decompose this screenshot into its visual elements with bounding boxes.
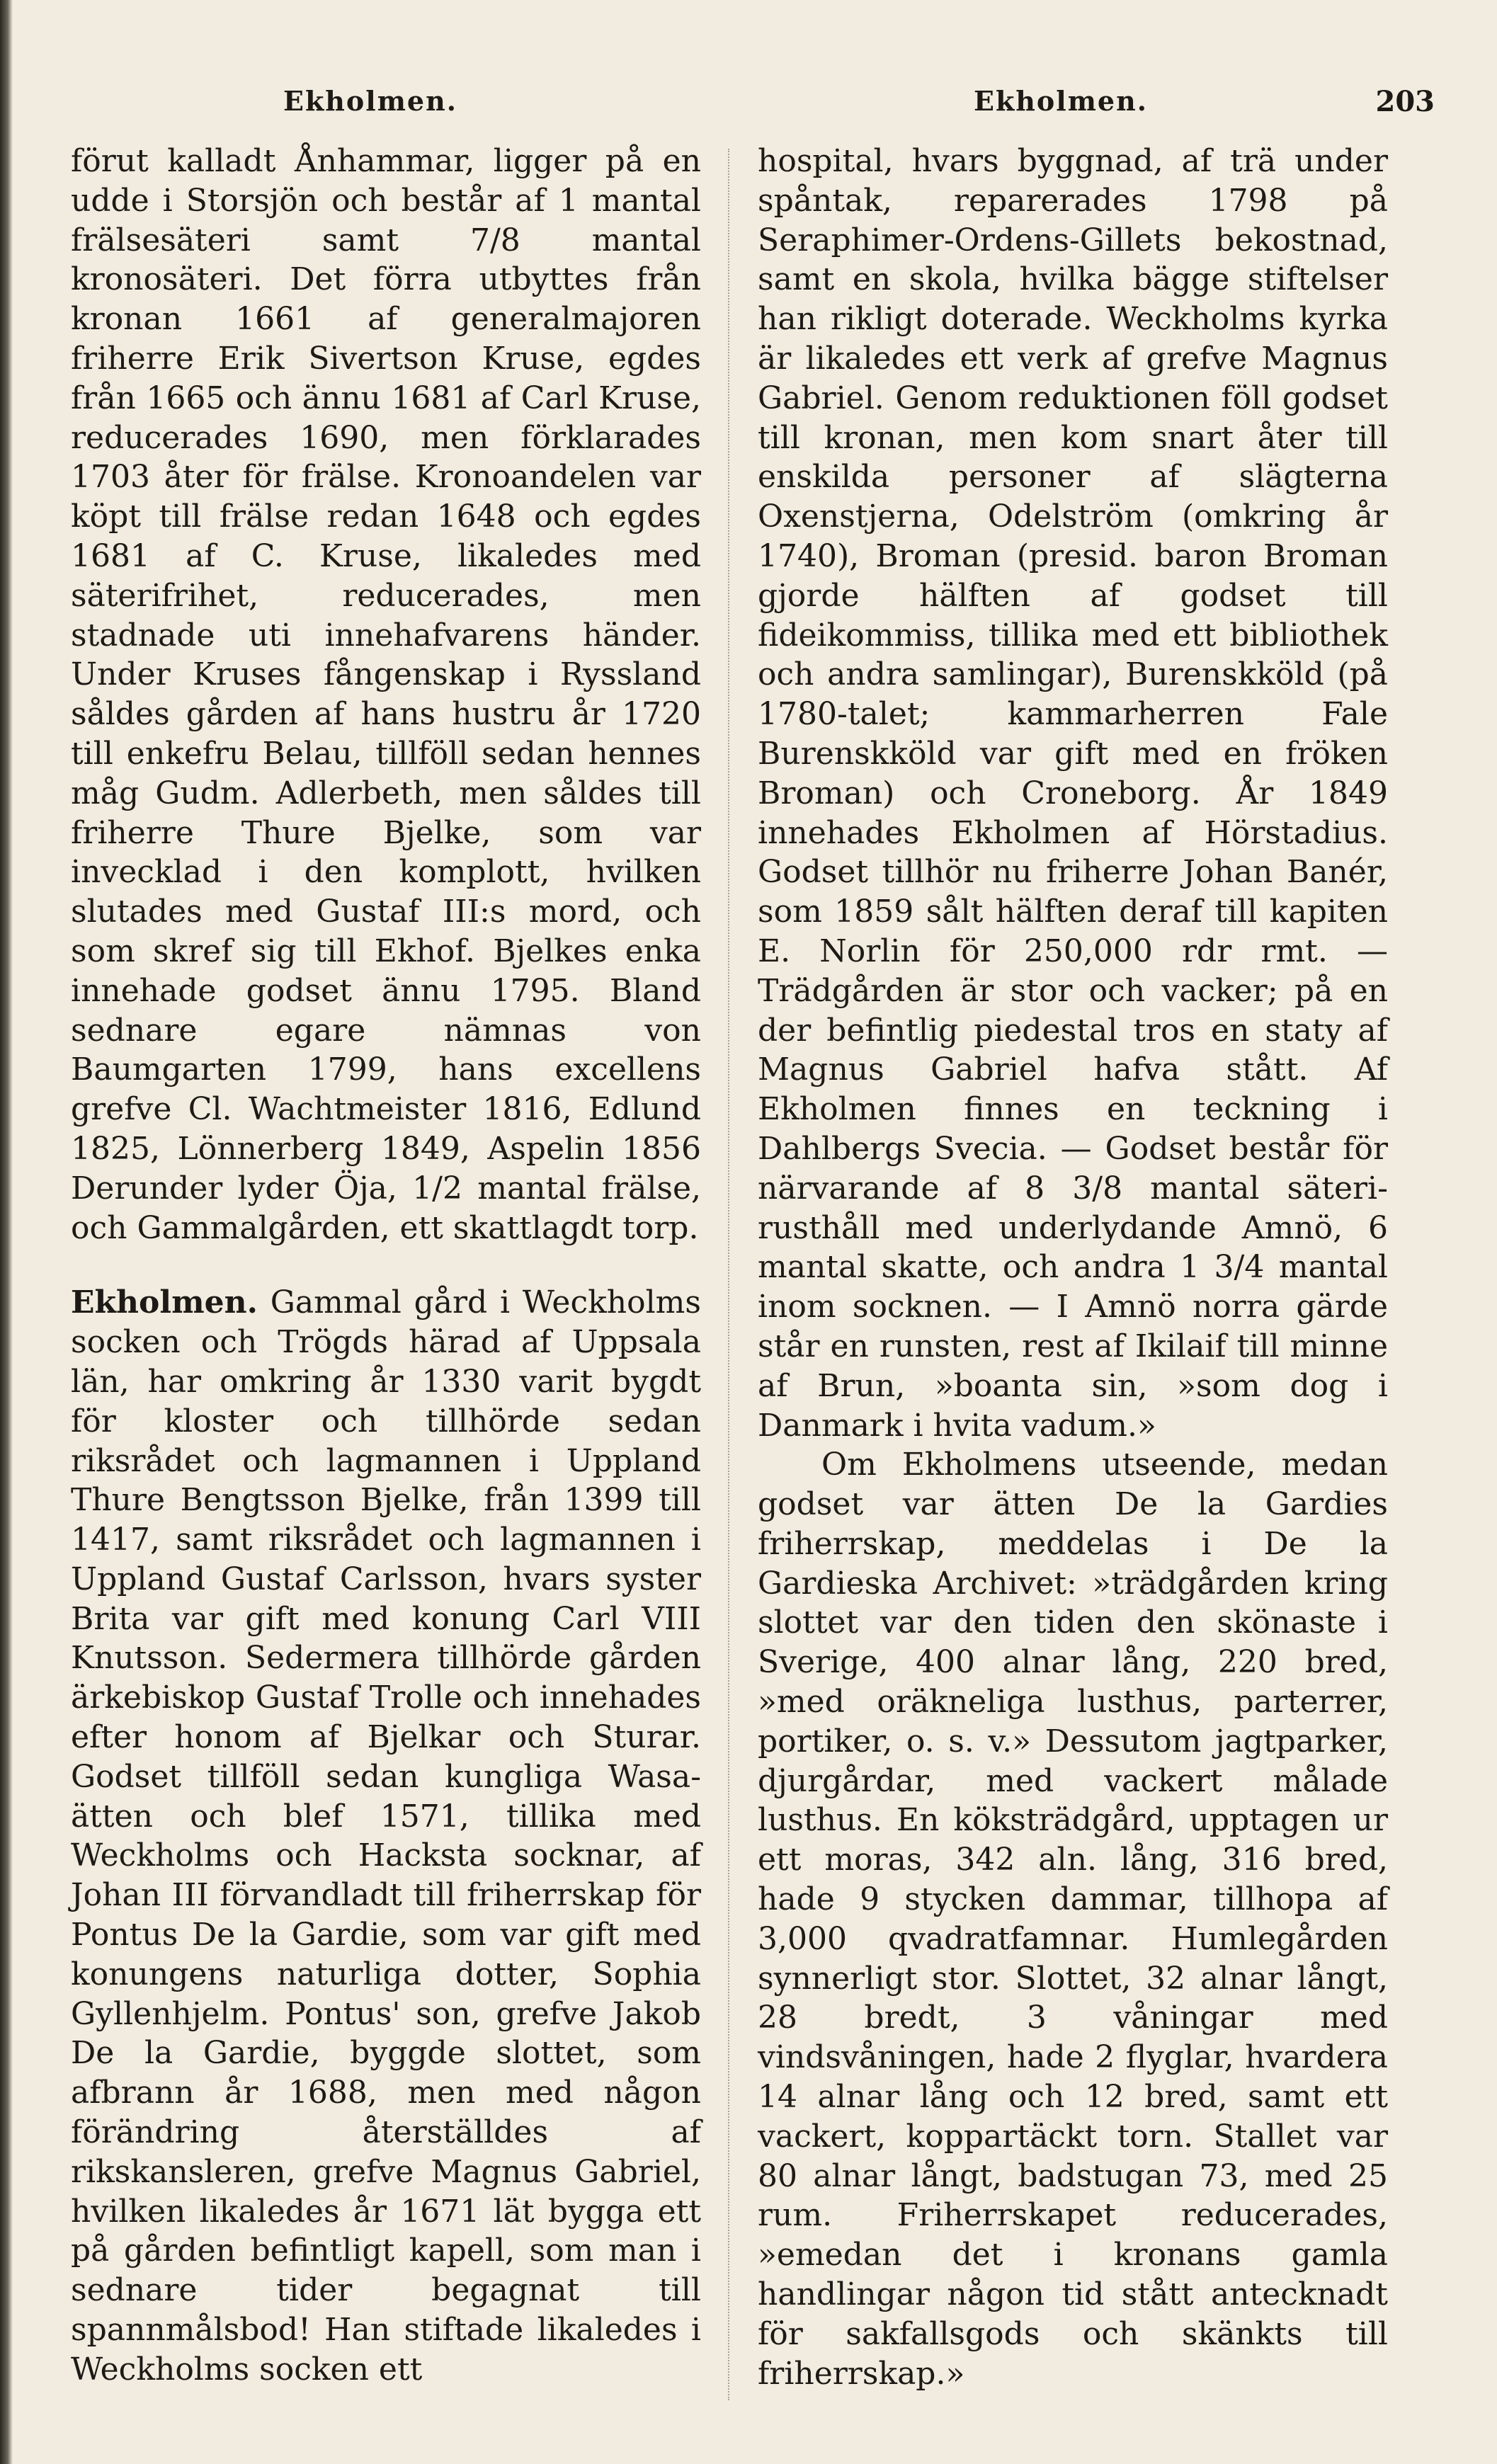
right-paragraph-2: Om Ekholmens utseende, medan godset var ätten De la Gardies friherrskap, meddelas i De la Gardieska Archivet: »trädgården kring slottet var den tiden den skönaste i Sverige, 400 alnar lång, 220 bred, »med oräkneliga lusthus, parterrer, portiker, o. s. v.» Dessutom jagtparker, djurgårdar, med vackert målade lusthus. En köksträdgård, upptagen ur ett moras, 342 aln. lång, 316 bred, hade 9 stycken dammar, tillhopa af 3,000 qvadratfamnar. Humlegården synnerligt stor. Slottet, 32 alnar långt, 28 bredt, 3 våningar med vindsvåningen, hade 2 flyglar, hvardera 14 alnar lång och 12 bred, samt ett vackert, koppartäckt torn. Stallet var 80 alnar långt, badstugan 73, med 25 rum. Friherrskapet reducerades, »emedan det i kronans gamla handlingar någon tid stått antecknadt för sakfallsgods och skänkts till friherrskap.» [758, 1447, 1388, 2392]
running-head-right: Ekholmen. [974, 85, 1148, 117]
book-page [71, 85, 1459, 2436]
left-column [71, 142, 701, 2390]
entry-paragraph [71, 1283, 701, 2389]
book-binding-shadow [0, 0, 13, 2464]
column-divider [728, 149, 729, 2400]
running-head-left: Ekholmen. [283, 85, 457, 117]
right-column [758, 142, 1388, 2393]
right-paragraph-1: hospital, hvars byggnad, af trä under spåntak, reparerades 1798 på Seraphimer-Ordens-Gillets bekostnad, samt en skola, hvilka bägge stiftelser han rikligt doterade. Weckholms kyrka är likaledes ett verk af grefve Magnus Gabriel. Genom reduktionen föll godset till kronan, men kom snart åter till enskilda personer af slägterna Oxenstjerna, Odelström (omkring år 1740), Broman (presid. baron Broman gjorde hälften af godset till fideikommiss, tillika med ett bibliothek och andra samlingar), Burenskköld (på 1780-talet; kammarherren Fale Burenskköld var gift med en fröken Broman) och Croneborg. År 1849 innehades Ekholmen af Hörstadius. Godset tillhör nu friherre Johan Banér, som 1859 sålt hälften deraf till kapiten E. Norlin för 250,000 rdr rmt. — Trädgården är stor och vacker; på en der befintlig piedestal tros en staty af Magnus Gabriel hafva stått. Af Ekholmen finnes en teckning i Dahlbergs Svecia. — Godset består för närvarande af 8 3/8 mantal säteri-rusthåll med underlydande Amnö, 6 mantal skatte, och andra 1 3/4 mantal inom socknen. — I Amnö norra gärde står en runsten, rest af Ikilaif till minne af Brun, »boanta sin, »som dog i Danmark i hvita vadum.» [758, 143, 1388, 1444]
entry-gap [71, 1248, 701, 1283]
page-number: 203 [1375, 85, 1435, 118]
entry-headword: Ekholmen. [71, 1284, 258, 1321]
entry-text: Gammal gård i Weckholms socken och Trögds härad af Uppsala län, har omkring år 1330 varit bygdt för kloster och tillhörde sedan riksrådet och lagmannen i Uppland Thure Bengtsson Bjelke, från 1399 till 1417, samt riksrådet och lagmannen i Uppland Gustaf Carlsson, hvars syster Brita var gift med konung Carl VIII Knutsson. Sedermera tillhörde gården ärkebiskop Gustaf Trolle och innehades efter honom af Bjelkar och Sturar. Godset tillföll sedan kungliga Wasa-ätten och blef 1571, tillika med Weckholms och Hacksta socknar, af Johan III förvandladt till friherrskap för Pontus De la Gardie, som var gift med konungens naturliga dotter, Sophia Gyllenhjelm. Pontus' son, grefve Jakob De la Gardie, byggde slottet, som afbrann år 1688, men med någon förändring återställdes af rikskansleren, grefve Magnus Gabriel, hvilken likaledes år 1671 lät bygga ett på gården befintligt kapell, som man i sednare tider begagnat till spannmålsbod! Han stiftade likaledes i Weckholms socken ett [71, 1284, 701, 2388]
continuation-paragraph: förut kalladt Ånhammar, ligger på en udde i Storsjön och består af 1 mantal frälsesäteri samt 7/8 mantal kronosäteri. Det förra utbyttes från kronan 1661 af generalmajoren friherre Erik Sivertson Kruse, egdes från 1665 och ännu 1681 af Carl Kruse, reducerades 1690, men förklarades 1703 åter för frälse. Kronoandelen var köpt till frälse redan 1648 och egdes 1681 af C. Kruse, likaledes med säterifrihet, reducerades, men stadnade uti innehafvarens händer. Under Kruses fångenskap i Ryssland såldes gården af hans hustru år 1720 till enkefru Belau, tillföll sedan hennes måg Gudm. Adlerbeth, men såldes till friherre Thure Bjelke, som var invecklad i den komplott, hvilken slutades med Gustaf III:s mord, och som skref sig till Ekhof. Bjelkes enka innehade godset ännu 1795. Bland sednare egare nämnas von Baumgarten 1799, hans excellens grefve Cl. Wachtmeister 1816, Edlund 1825, Lönnerberg 1849, Aspelin 1856 Derunder lyder Öja, 1/2 mantal frälse, och Gammalgården, ett skattlagdt torp. [71, 143, 701, 1246]
